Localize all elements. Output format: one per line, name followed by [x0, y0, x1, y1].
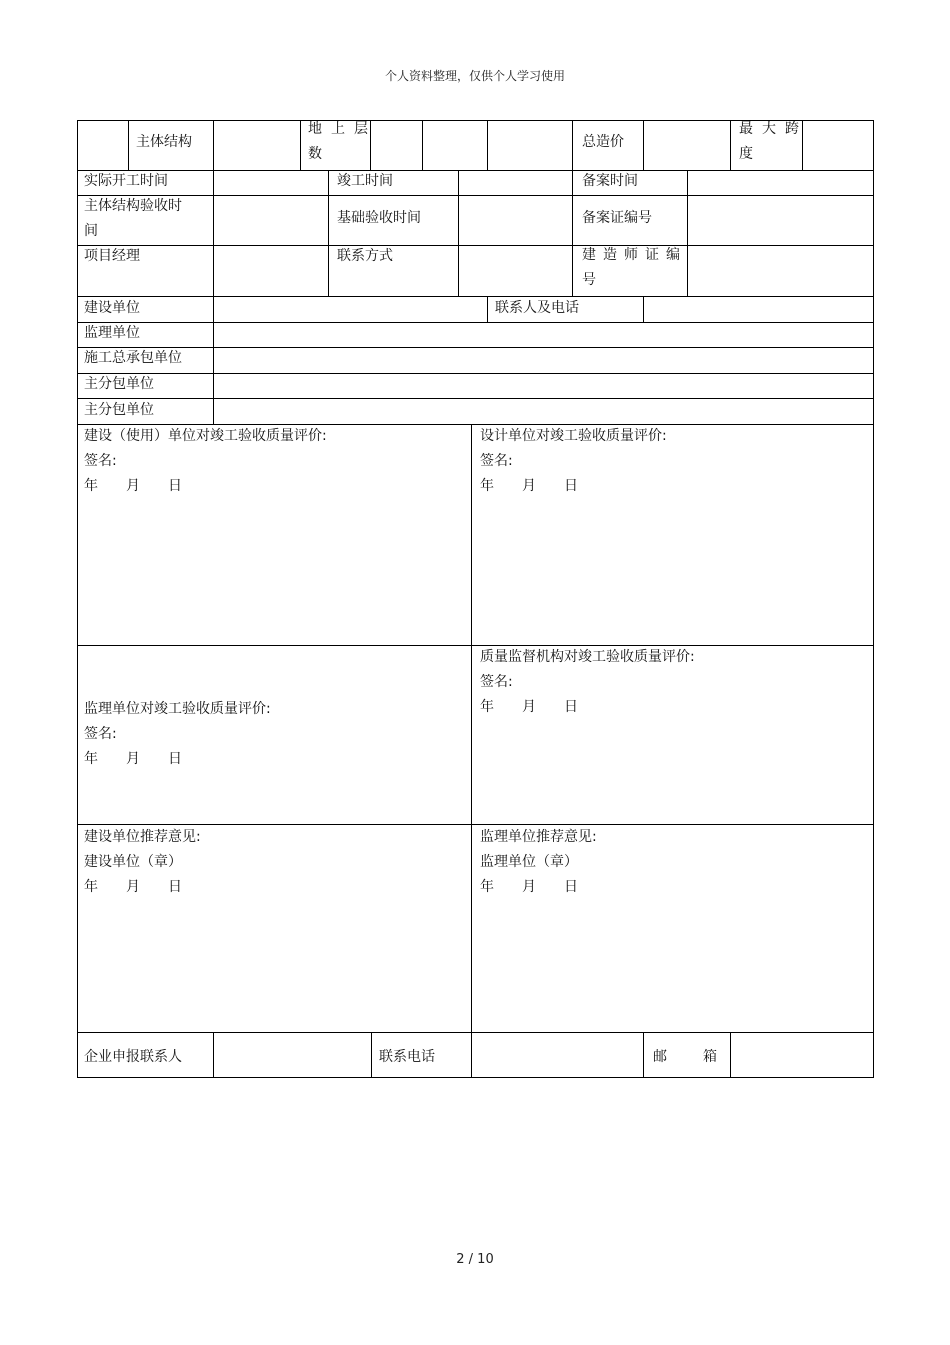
col-divider [572, 120, 573, 170]
row-divider [77, 347, 874, 348]
col-divider [213, 1032, 214, 1077]
col-divider [328, 170, 329, 296]
col-divider [458, 170, 459, 296]
builder-certificate-label: 建造师证编 号 [582, 247, 687, 288]
col-divider [643, 120, 644, 170]
table-right-border [873, 120, 874, 1078]
contact-method-label: 联系方式 [337, 248, 393, 264]
col-divider [572, 170, 573, 296]
total-cost-label: 总造价 [582, 134, 624, 150]
filing-time-label: 备案时间 [582, 173, 638, 189]
row-divider [77, 645, 874, 646]
foundation-acceptance-time-label: 基础验收时间 [337, 210, 421, 226]
col-divider [213, 170, 214, 296]
contact-person-phone-label: 联系人及电话 [495, 300, 579, 316]
page-header: 个人资料整理，仅供个人学习使用 [384, 69, 565, 83]
col-divider [213, 296, 214, 322]
filing-certificate-number-label: 备案证编号 [582, 210, 652, 226]
structure-acceptance-time-label: 主体结构验收时 间 [84, 198, 182, 239]
col-divider [422, 120, 423, 170]
construction-unit-recommendation: 建设单位推荐意见: 建设单位（章） 年 月 日 [84, 825, 201, 900]
enterprise-contact-label: 企业申报联系人 [84, 1049, 182, 1065]
col-divider [128, 120, 129, 170]
completion-time-label: 竣工时间 [337, 173, 393, 189]
col-divider [213, 120, 214, 170]
col-divider [730, 120, 731, 170]
row-divider [77, 373, 874, 374]
row-divider [77, 170, 874, 171]
date-line: 年 月 日 [480, 699, 578, 715]
date-line: 年 月 日 [84, 751, 182, 767]
design-unit-evaluation: 设计单位对竣工验收质量评价: 签名: 年 月 日 [480, 424, 667, 499]
supervision-unit-recommendation: 监理单位推荐意见: 监理单位（章） 年 月 日 [480, 825, 597, 900]
col-divider [471, 1032, 472, 1077]
main-subcontractor-label: 主分包单位 [84, 376, 154, 392]
row-divider [77, 398, 874, 399]
project-manager-label: 项目经理 [84, 248, 140, 264]
col-divider [300, 120, 301, 170]
date-line: 年 月 日 [480, 879, 578, 895]
quality-agency-evaluation: 质量监督机构对竣工验收质量评价: 签名: 年 月 日 [480, 645, 695, 720]
col-divider [487, 296, 488, 322]
col-divider [371, 1032, 372, 1077]
row-divider [77, 322, 874, 323]
supervision-unit-evaluation: 监理单位对竣工验收质量评价: 签名: 年 月 日 [84, 697, 271, 772]
row-divider [77, 296, 874, 297]
date-line: 年 月 日 [480, 478, 578, 494]
construction-unit-label: 建设单位 [84, 300, 140, 316]
row-divider [77, 1032, 874, 1033]
page-number: 2 / 10 [456, 1252, 494, 1267]
max-span-label: 最大跨 度 [739, 121, 808, 162]
date-line: 年 月 日 [84, 879, 182, 895]
row-divider [77, 195, 874, 196]
table-left-border [77, 120, 78, 1078]
actual-start-time-label: 实际开工时间 [84, 173, 168, 189]
row-divider [77, 245, 874, 246]
col-divider [643, 296, 644, 322]
col-divider [471, 424, 472, 1032]
main-subcontractor-label: 主分包单位 [84, 402, 154, 418]
col-divider [643, 1032, 644, 1077]
construction-unit-evaluation: 建设（使用）单位对竣工验收质量评价: 签名: 年 月 日 [84, 424, 327, 499]
main-structure-label: 主体结构 [136, 134, 192, 150]
col-divider [687, 170, 688, 296]
supervision-unit-label: 监理单位 [84, 325, 140, 341]
table-bottom-border [77, 1077, 874, 1078]
floors-above-label: 地上层 数 [308, 121, 377, 162]
contact-phone-label: 联系电话 [379, 1049, 435, 1065]
col-divider [213, 322, 214, 424]
email-label: 邮箱 [653, 1049, 753, 1065]
date-line: 年 月 日 [84, 478, 182, 494]
general-contractor-label: 施工总承包单位 [84, 350, 182, 366]
col-divider [487, 120, 488, 170]
